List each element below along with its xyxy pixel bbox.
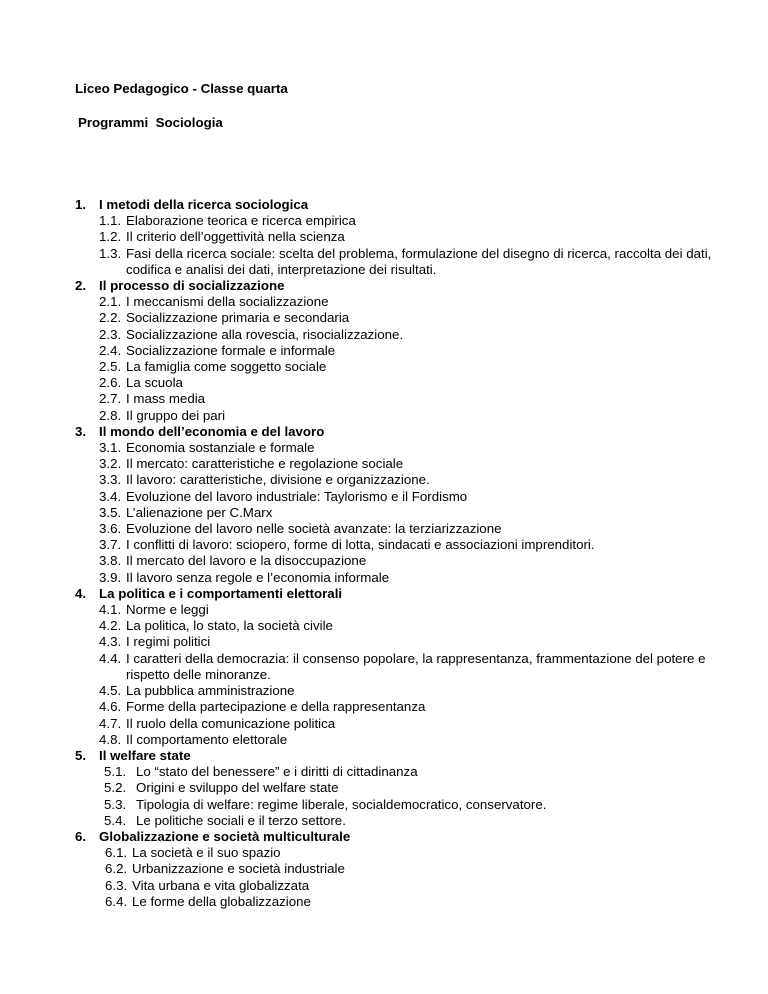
- subtopic-text: Norme e leggi: [126, 602, 209, 618]
- section-number: 3.: [75, 423, 87, 439]
- subtopic-item: [75, 375, 735, 391]
- subtopic-number: 1.2.: [99, 229, 122, 245]
- subtopic-text: Il comportamento elettorale: [126, 731, 288, 747]
- subtopic-number: 4.2.: [99, 618, 122, 634]
- document-subtitle: Programmi Sociologia: [78, 115, 223, 130]
- subtopic-item: [75, 732, 735, 748]
- subtopic-number: 2.4.: [99, 342, 122, 358]
- subtopic-number: 3.3.: [99, 472, 122, 488]
- subtopic-item: [75, 683, 735, 699]
- subtopic-text: Socializzazione alla rovescia, risocializzazione.: [126, 326, 404, 342]
- subtopic-number: 4.5.: [99, 683, 122, 699]
- subtopic-list: [75, 764, 735, 829]
- subtopic-item: [75, 553, 735, 569]
- section-title: Il mondo dell’economia e del lavoro: [99, 423, 325, 439]
- subtopic-text: La politica, lo stato, la società civile: [126, 618, 333, 634]
- subtopic-item: [75, 878, 735, 894]
- subtopic-number: 4.3.: [99, 634, 122, 650]
- subtopic-item: [75, 764, 735, 780]
- subtopic-text: La scuola: [126, 375, 183, 391]
- section-title: La politica e i comportamenti elettorali: [99, 585, 343, 601]
- subtopic-text: Il criterio dell’oggettività nella scienza: [126, 229, 345, 245]
- subtopic-list: [75, 602, 735, 748]
- subtopic-number: 3.8.: [99, 553, 122, 569]
- subtopic-number: 2.7.: [99, 391, 122, 407]
- subtopic-text: Il ruolo della comunicazione politica: [126, 715, 336, 731]
- subtopic-text: Socializzazione primaria e secondaria: [126, 310, 350, 326]
- subtopic-list: [75, 845, 735, 910]
- subtopic-text: Il mercato del lavoro e la disoccupazione: [126, 553, 367, 569]
- subtopic-text: Fasi della ricerca sociale: scelta del problema, formulazione del disegno di ricerca, raccolta dei dati, codifica e analisi dei dati, interpretazione dei risultati.: [126, 245, 712, 277]
- subtopic-number: 6.1.: [105, 845, 128, 861]
- subtopic-number: 2.3.: [99, 326, 122, 342]
- subtopic-number: 3.9.: [99, 569, 122, 585]
- subtopic-text: I caratteri della democrazia: il consenso popolare, la rappresentanza, frammentazione del potere e rispetto delle minoranze.: [126, 650, 706, 682]
- subtopic-item: [75, 634, 735, 650]
- subtopic-item: [75, 408, 735, 424]
- subtopic-text: La famiglia come soggetto sociale: [126, 359, 327, 375]
- outline-section: [75, 748, 735, 829]
- subtopic-item: [75, 213, 735, 229]
- section-number: 6.: [75, 828, 87, 844]
- subtopic-number: 3.2.: [99, 456, 122, 472]
- subtopic-number: 1.1.: [99, 213, 122, 229]
- section-number: 4.: [75, 585, 87, 601]
- subtopic-item: [75, 327, 735, 343]
- subtopic-text: Le forme della globalizzazione: [132, 893, 311, 909]
- subtopic-item: [75, 861, 735, 877]
- subtopic-list: [75, 440, 735, 586]
- subtopic-text: Il mercato: caratteristiche e regolazione sociale: [126, 456, 404, 472]
- subtopic-item: [75, 440, 735, 456]
- subtopic-number: 6.2.: [105, 861, 128, 877]
- subtopic-item: [75, 294, 735, 310]
- subtopic-item: [75, 246, 735, 278]
- subtopic-text: I regimi politici: [126, 634, 211, 650]
- subtopic-text: Lo “stato del benessere” e i diritti di cittadinanza: [136, 764, 418, 780]
- subtopic-number: 5.3.: [104, 796, 127, 812]
- outline-section: [75, 424, 735, 586]
- section-title: Globalizzazione e società multiculturale: [99, 828, 351, 844]
- section-number: 5.: [75, 747, 87, 763]
- subtopic-number: 3.7.: [99, 537, 122, 553]
- subtopic-item: [75, 570, 735, 586]
- program-outline: [75, 197, 735, 910]
- subtopic-text: Tipologia di welfare: regime liberale, socialdemocratico, conservatore.: [136, 796, 547, 812]
- subtopic-item: [75, 716, 735, 732]
- subtopic-text: I meccanismi della socializzazione: [126, 294, 329, 310]
- subtopic-text: Evoluzione del lavoro industriale: Taylorismo e il Fordismo: [126, 488, 468, 504]
- subtopic-item: [75, 894, 735, 910]
- section-heading: [75, 748, 735, 764]
- subtopic-item: [75, 602, 735, 618]
- subtopic-text: Evoluzione del lavoro nelle società avanzate: la terziarizzazione: [126, 521, 502, 537]
- subtopic-text: I conflitti di lavoro: sciopero, forme di lotta, sindacati e associazioni imprenditori.: [126, 537, 595, 553]
- subtopic-number: 2.5.: [99, 359, 122, 375]
- subtopic-number: 3.5.: [99, 504, 122, 520]
- outline-section: [75, 586, 735, 748]
- subtopic-list: [75, 213, 735, 278]
- subtopic-item: [75, 699, 735, 715]
- subtopic-number: 2.8.: [99, 407, 122, 423]
- subtopic-text: Le politiche sociali e il terzo settore.: [136, 812, 346, 828]
- subtopic-text: Elaborazione teorica e ricerca empirica: [126, 213, 356, 229]
- section-heading: [75, 278, 735, 294]
- subtopic-item: [75, 845, 735, 861]
- subtopic-item: [75, 780, 735, 796]
- subtopic-item: [75, 456, 735, 472]
- subtopic-item: [75, 813, 735, 829]
- section-number: 1.: [75, 197, 87, 212]
- subtopic-text: I mass media: [126, 391, 206, 407]
- section-heading: [75, 586, 735, 602]
- subtopic-number: 4.1.: [99, 602, 122, 618]
- subtopic-number: 2.6.: [99, 375, 122, 391]
- outline-section: [75, 197, 735, 278]
- section-heading: [75, 829, 735, 845]
- section-heading: [75, 424, 735, 440]
- subtopic-number: 6.3.: [105, 877, 128, 893]
- subtopic-number: 2.2.: [99, 310, 122, 326]
- subtopic-number: 5.2.: [104, 780, 127, 796]
- subtopic-item: [75, 521, 735, 537]
- subtopic-number: 2.1.: [99, 294, 122, 310]
- subtopic-item: [75, 797, 735, 813]
- subtopic-text: Economia sostanziale e formale: [126, 440, 315, 456]
- section-heading: [75, 197, 735, 213]
- subtopic-text: La società e il suo spazio: [132, 845, 281, 861]
- subtopic-item: [75, 229, 735, 245]
- subtopic-number: 3.4.: [99, 488, 122, 504]
- subtopic-item: [75, 618, 735, 634]
- section-title: I metodi della ricerca sociologica: [99, 197, 309, 212]
- section-title: Il welfare state: [99, 747, 191, 763]
- subtopic-text: La pubblica amministrazione: [126, 683, 295, 699]
- subtopic-text: Il gruppo dei pari: [126, 407, 226, 423]
- subtopic-number: 4.7.: [99, 715, 122, 731]
- subtopic-number: 4.6.: [99, 699, 122, 715]
- subtopic-item: [75, 472, 735, 488]
- subtopic-text: Il lavoro: caratteristiche, divisione e organizzazione.: [126, 472, 430, 488]
- subtopic-item: [75, 537, 735, 553]
- subtopic-text: L’alienazione per C.Marx: [126, 504, 273, 520]
- outline-section: [75, 829, 735, 910]
- subtopic-item: [75, 489, 735, 505]
- subtopic-number: 6.4.: [105, 893, 128, 909]
- subtopic-text: Il lavoro senza regole e l’economia informale: [126, 569, 390, 585]
- subtopic-item: [75, 505, 735, 521]
- document-title: Liceo Pedagogico - Classe quarta: [75, 81, 288, 96]
- outline-section: [75, 278, 735, 424]
- subtopic-number: 5.1.: [104, 764, 127, 780]
- subtopic-number: 3.1.: [99, 440, 122, 456]
- subtopic-number: 1.3.: [99, 245, 122, 261]
- subtopic-item: [75, 651, 735, 683]
- subtopic-number: 5.4.: [104, 812, 127, 828]
- subtopic-item: [75, 310, 735, 326]
- subtopic-number: 4.4.: [99, 650, 122, 666]
- section-number: 2.: [75, 278, 87, 294]
- subtopic-text: Vita urbana e vita globalizzata: [132, 877, 310, 893]
- section-title: Il processo di socializzazione: [99, 278, 285, 294]
- subtopic-number: 4.8.: [99, 731, 122, 747]
- subtopic-item: [75, 391, 735, 407]
- subtopic-number: 3.6.: [99, 521, 122, 537]
- subtopic-list: [75, 294, 735, 424]
- subtopic-text: Urbanizzazione e società industriale: [132, 861, 345, 877]
- subtopic-item: [75, 359, 735, 375]
- subtopic-item: [75, 343, 735, 359]
- subtopic-text: Socializzazione formale e informale: [126, 342, 336, 358]
- subtopic-text: Forme della partecipazione e della rappresentanza: [126, 699, 426, 715]
- subtopic-text: Origini e sviluppo del welfare state: [136, 780, 339, 796]
